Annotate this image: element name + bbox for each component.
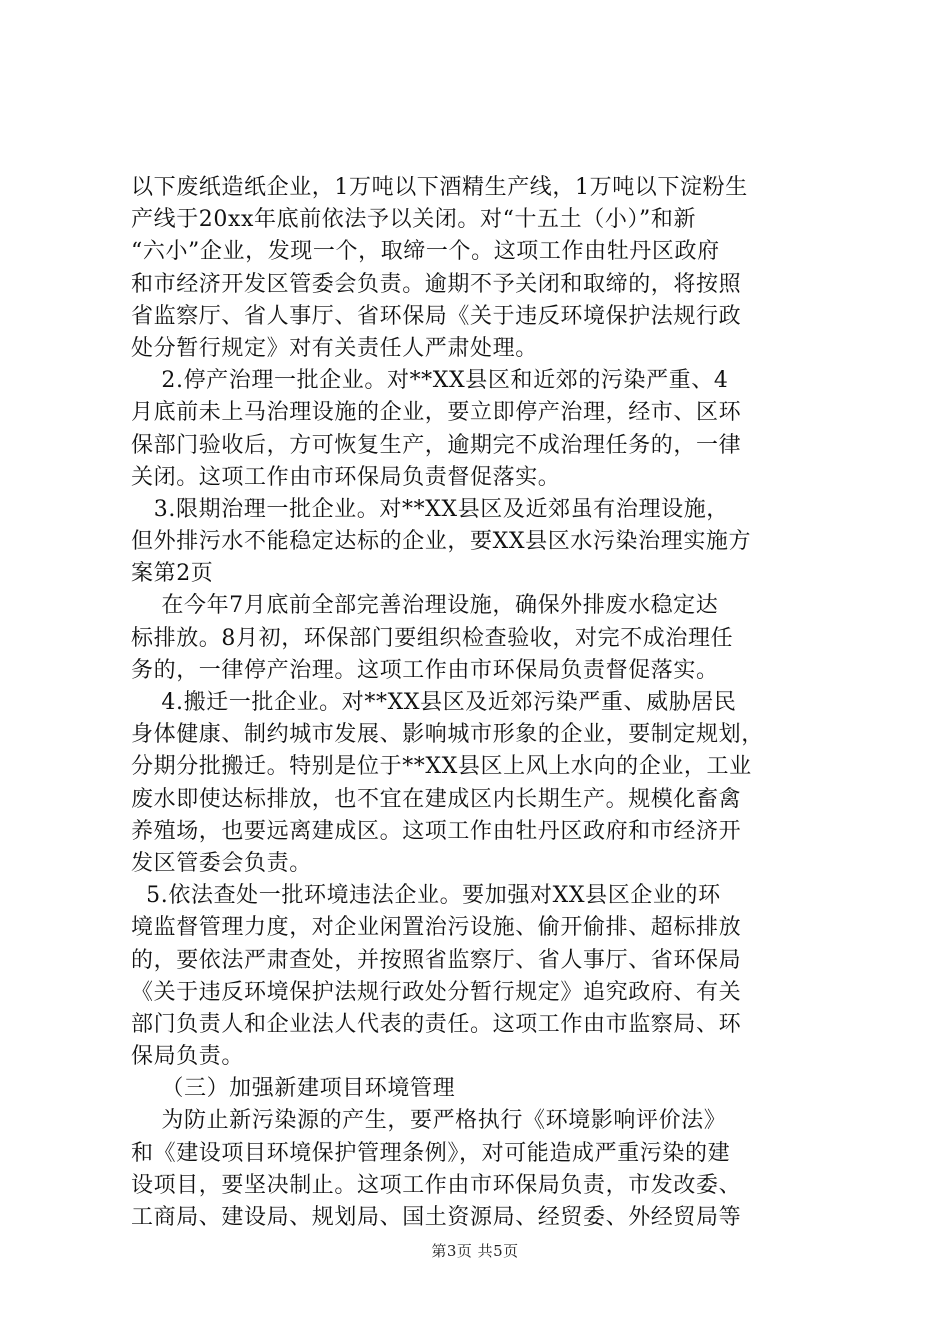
text-line: 5.依法查处一批环境违法企业。要加强对XX县区企业的环 [131, 883, 721, 909]
document-body [131, 172, 831, 1234]
text-line: 月底前未上马治理设施的企业，要立即停产治理，经市、区环 [131, 400, 742, 426]
text-line: 部门负责人和企业法人代表的责任。这项工作由市监察局、环 [131, 1011, 742, 1037]
text-line: 《关于违反环境保护法规行政处分暂行规定》追究政府、有关 [131, 979, 742, 1005]
text-line: 在今年7月底前全部完善治理设施，确保外排废水稳定达 [131, 593, 719, 619]
text-line: 但外排污水不能稳定达标的企业，要XX县区水污染治理实施方 [131, 529, 752, 555]
text-line: 和市经济开发区管委会负责。逾期不予关闭和取缔的，将按照 [131, 271, 742, 297]
text-line: 4.搬迁一批企业。对**XX县区及近郊污染严重、威胁居民 [131, 690, 737, 715]
text-line: 关闭。这项工作由市环保局负责督促落实。 [131, 464, 561, 490]
text-line: 省监察厅、省人事厅、省环保局《关于违反环境保护法规行政 [131, 303, 742, 329]
text-line: 分期分批搬迁。特别是位于**XX县区上风上水向的企业，工业 [131, 754, 752, 780]
text-line: “六小”企业，发现一个，取缔一个。这项工作由牡丹区政府 [131, 239, 720, 265]
text-line: 身体健康、制约城市发展、影响城市形象的企业，要制定规划， [131, 722, 764, 748]
text-line: 处分暂行规定》对有关责任人严肃处理。 [131, 335, 538, 361]
text-line: 为防止新污染源的产生，要严格执行《环境影响评价法》 [131, 1108, 727, 1134]
text-line: 2.停产治理一批企业。对**XX县区和近郊的污染严重、4 [131, 368, 729, 394]
text-line: 保部门验收后，方可恢复生产，逾期完不成治理任务的，一律 [131, 432, 742, 458]
text-line: 以下废纸造纸企业，1万吨以下酒精生产线，1万吨以下淀粉生 [131, 175, 748, 200]
page-footer: 第3页 共5页 [431, 1242, 519, 1260]
text-line: 废水即使达标排放，也不宜在建成区内长期生产。规模化畜禽 [131, 786, 742, 812]
text-line: 案第2页 [131, 561, 214, 587]
text-line: 发区管委会负责。 [131, 850, 312, 876]
text-line: 养殖场，也要远离建成区。这项工作由牡丹区政府和市经济开 [131, 818, 742, 844]
text-line: 务的，一律停产治理。这项工作由市环保局负责督促落实。 [131, 657, 719, 683]
text-line: 和《建设项目环境保护管理条例》，对可能造成严重污染的建 [131, 1140, 731, 1166]
text-line: 标排放。8月初，环保部门要组织检查验收，对完不成治理任 [131, 625, 734, 651]
text-line: 3.限期治理一批企业。对**XX县区及近郊虽有治理设施， [131, 496, 729, 522]
text-line: （三）加强新建项目环境管理 [131, 1076, 456, 1102]
text-line: 的，要依法严肃查处，并按照省监察厅、省人事厅、省环保局 [131, 947, 742, 973]
text-line: 境监督管理力度，对企业闲置治污设施、偷开偷排、超标排放 [131, 915, 742, 941]
text-line: 产线于20xx年底前依法予以关闭。对“十五土（小）”和新 [131, 207, 697, 233]
text-line: 设项目，要坚决制止。这项工作由市环保局负责，市发改委、 [131, 1172, 742, 1198]
text-line: 保局负责。 [131, 1044, 245, 1070]
text-line: 工商局、建设局、规划局、国土资源局、经贸委、外经贸局等 [131, 1205, 742, 1230]
